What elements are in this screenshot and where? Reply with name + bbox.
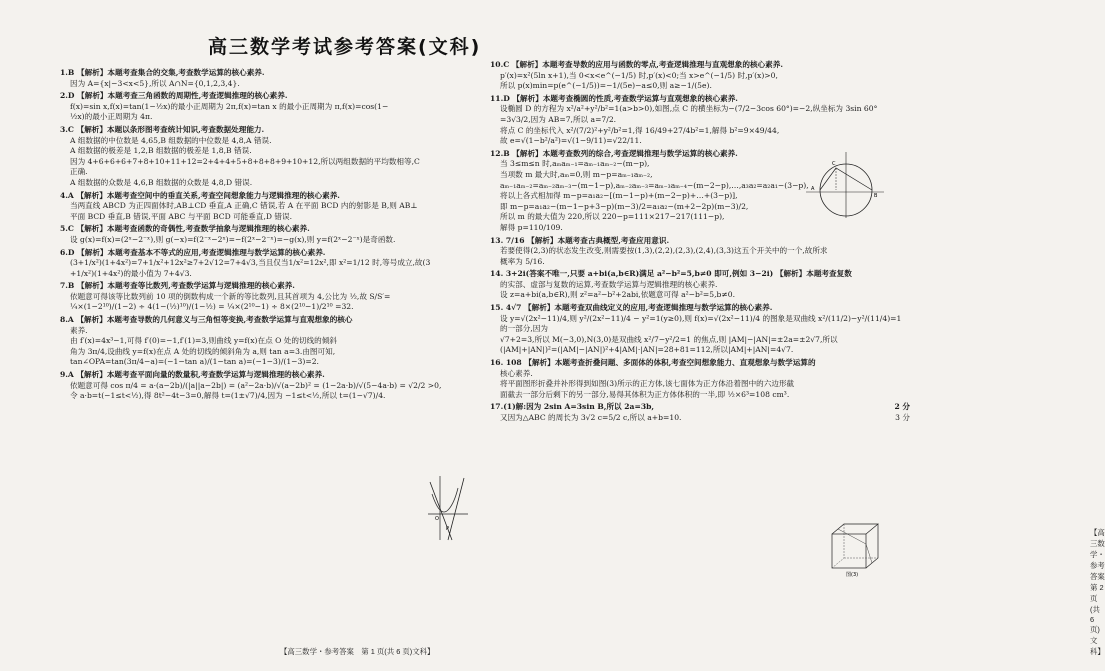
solution-line: 面截去一部分后剩下的另一部分,易得其体积为正方体体积的一半,即 ½×6³=108 cm³. xyxy=(500,389,790,399)
left-answers xyxy=(60,68,470,404)
solution-line: 当两直线 ABCD 为正四面体时,AB⊥CD 垂直,A 正确,C 错误,若 A 在平面 BCD 内的射影是 B,则 AB⊥ xyxy=(70,201,418,211)
page-footer-1: 【高三数学・参考答案 第 1 页(共 6 页)文科】 xyxy=(280,647,435,656)
solution-line: ¼×(1−2¹⁰)/(1−2) ÷ 4(1−(½)¹⁰)/(1−½) = ¼×(2¹⁰−1) ÷ 8×(2¹⁰−1)/2¹⁰ =32. xyxy=(70,302,354,312)
solution-line: 依题意可得该等比数列前 10 项的倒数构成一个新的等比数列,且其首项为 4,公比为 ½,故 S/S′= xyxy=(70,291,391,301)
question-heading: 13. 7/16 【解析】本题考查古典概型,考查应用意识. xyxy=(490,235,670,245)
svg-text:B: B xyxy=(874,193,878,199)
solution-line: 当项数 m 最大时,aₘ=0,则 m−p=aₘ₋₁aₘ₋₂, xyxy=(500,169,653,179)
svg-text:C: C xyxy=(832,161,836,167)
solution-line: 角为 3π/4,设曲线 y=f(x)在点 A 处的切线的倾斜角为 a,则 tan a=3.由图可知, xyxy=(70,346,336,356)
solution-line: 设 z=a+bi(a,b∈R),则 z²=a²−b²+2abi,依题意可得 a²−b²=5,b≠0. xyxy=(500,290,736,300)
solution-line: 核心素养. xyxy=(500,368,533,378)
cube-figure xyxy=(826,520,882,578)
solution-line: aₘ₋₁aₘ₋₂=aₘ₋₂aₘ₋₃−(m−1−p),aₘ₋₂aₘ₋₃=aₘ₋₃aₘ₋₄−(m−2−p),…,a₃a₂=a₂a₁−(3−p), xyxy=(500,180,809,190)
svg-text:A: A xyxy=(811,186,815,192)
question-heading: 7.B 【解析】本题考查等比数列,考查数学运算与逻辑推理的核心素养. xyxy=(60,281,295,291)
left-question-5 xyxy=(60,224,470,245)
solution-line: 素养. xyxy=(70,325,88,335)
question-heading: 9.A 【解析】本题考查平面向量的数量积,考查数学运算与逻辑推理的核心素养. xyxy=(60,370,325,380)
left-column xyxy=(60,0,482,671)
right-column xyxy=(490,0,1105,671)
ellipse-circle-figure xyxy=(806,150,886,220)
svg-text:O: O xyxy=(435,516,439,522)
figure-3-label: 图(3) xyxy=(846,572,859,578)
right-question-4 xyxy=(490,236,910,268)
solution-line: 正确. xyxy=(70,167,88,177)
question-heading: 3.C 【解析】本题以条形图考查统计知识,考查数据处理能力. xyxy=(60,124,265,134)
solution-line: ½x)的最小正周期为 4π. xyxy=(70,112,153,122)
solution-line: 设 g(x)=f(x)=(2ˣ−2⁻ˣ),则 g(−x)=f(2⁻ˣ−2ˣ)=−f(2ˣ−2⁻ˣ)=−g(x),则 y=f(2ˣ−2⁻ˣ)是奇函数. xyxy=(70,234,396,244)
question-heading: 16. 108 【解析】本题考查折叠问题、多面体的体积,考查空间想象能力、直观想象与数学运算的 xyxy=(490,358,816,368)
question-heading: 14. 3+2i(答案不唯一,只要 a+bi(a,b∈R)满足 a²−b²=5,b≠0 即可,例如 3−2i) 【解析】本题考查复数 xyxy=(490,269,852,279)
solution-line: p′(x)=x²(5ln x+1),当 0<x<e^(−1/5) 时,p′(x)<0;当 x>e^(−1/5) 时,p′(x)>0, xyxy=(500,70,778,80)
solution-line: 的实部、虚部与复数的运算,考查数学运算与逻辑推理的核心素养. xyxy=(500,279,718,289)
question-heading: 8.A 【解析】本题考查导数的几何意义与三角恒等变换,考查数学运算与直观想象的核心 xyxy=(60,315,353,325)
solution-line: 即 m−p=a₁a₂−(m−1−p+3−p)(m−3)/2=a₁a₂−(m+2−2p)(m−3)/2, xyxy=(500,201,749,211)
solution-line: +1/x²)(1+4x²)的最小值为 7+4√3. xyxy=(70,268,192,278)
score-mark: 3 分 xyxy=(895,413,910,422)
solution-line: 将点 C 的坐标代入 x²/(7/2)²+y²/b²=1,得 16/49+27/4b²=1,解得 b²=9×49/44, xyxy=(500,125,780,135)
right-answers xyxy=(490,60,910,426)
solution-line: (|AM|+|AN|)²=(|AM|−|AN|)²+4|AM|·|AN|=28+81=112,所以|AM|+|AN|=4√7. xyxy=(500,345,794,355)
solution-line: 因为 A={x|−3<x<5},所以 A∩N={0,1,2,3,4}. xyxy=(70,78,240,88)
question-heading: 15. 4√7 【解析】本题考查双曲线定义的应用,考查逻辑推理与数学运算的核心素养. xyxy=(490,303,773,313)
left-question-6 xyxy=(60,248,470,280)
solution-line: 将平面图形折叠并补形得到如图(3)所示的正方体,该七面体为正方体沿着图中的六边形截 xyxy=(500,379,795,389)
page-title: 高三数学考试参考答案(文科) xyxy=(208,36,482,58)
tangent-figure xyxy=(426,474,470,542)
question-heading: 4.A 【解析】本题考查空间中的垂直关系,考查空间想象能力与逻辑推理的核心素养. xyxy=(60,190,340,200)
solution-line: A 组数据的极差是 1,2,B 组数据的极差是 1,8,B 错误. xyxy=(70,146,252,156)
score-mark: 2 分 xyxy=(894,402,910,412)
left-question-3 xyxy=(60,125,470,189)
right-question-8 xyxy=(490,402,910,423)
right-question-2 xyxy=(490,94,910,147)
solution-line: 平面 BCD 垂直,B 错误,平面 ABC 与平面 BCD 可能垂直,D 错误. xyxy=(70,211,292,221)
left-question-7 xyxy=(60,281,470,313)
question-heading: 6.D 【解析】本题考查基本不等式的应用,考查逻辑推理与数学运算的核心素养. xyxy=(60,247,326,257)
solution-line: 所以 p(x)min=p(e^(−1/5))=−1/(5e)−a≤0,则 a≥−1/(5e). xyxy=(500,81,712,91)
solution-line: tan∠OPA=tan(3π/4−a)=(−1−tan a)/(1−tan a)=(−1−3)/(1−3)=2. xyxy=(70,357,319,367)
solution-line: A 组数据的众数是 4,6,B 组数据的众数是 4,8,D 错误. xyxy=(70,177,253,187)
solution-line: 将以上各式相加得 m−p=a₁a₂−[(m−1−p)+(m−2−p)+…+(3−p)], xyxy=(500,191,738,201)
solution-line: 所以 m 的最大值为 220,所以 220−p=111×217−217(111−p), xyxy=(500,212,725,222)
left-question-1 xyxy=(60,68,470,89)
right-question-5 xyxy=(490,269,910,301)
right-question-6 xyxy=(490,303,910,356)
solution-line: 设椭圆 D 的方程为 x²/a²+y²/b²=1(a>b>0),如图,点 C 的横坐标为−(7/2−3cos 60°)=−2,纵坐标为 3sin 60° xyxy=(500,104,878,114)
question-heading: 2.D 【解析】本题考查三角函数的周期性,考查逻辑推理的核心素养. xyxy=(60,91,288,101)
solution-line: 当 3≤m≤n 时,aₘaₘ₋₁=aₘ₋₁aₘ₋₂−(m−p), xyxy=(500,159,650,169)
question-heading: 11.D 【解析】本题考查椭圆的性质,考查数学运算与直观想象的核心素养. xyxy=(490,93,738,103)
solution-line: 故 e=√(1−b²/a²)=√(1−9/11)=√22/11. xyxy=(500,136,642,146)
svg-text:P: P xyxy=(446,526,450,532)
solution-line: (3+1/x²)(1+4x²)=7+1/x²+12x²≥7+2√12=7+4√3,当且仅当1/x²=12x²,即 x²=1/12 时,等号成立,故(3 xyxy=(70,258,431,268)
question-heading: 5.C 【解析】本题考查函数的奇偶性,考查数学抽象与逻辑推理的核心素养. xyxy=(60,224,310,234)
solution-line: √7+2=3,所以 M(−3,0),N(3,0)是双曲线 x²/7−y²/2=1 的焦点,则 |AM|−|AN|=±2a=±2√7,所以 xyxy=(500,334,838,344)
left-question-4 xyxy=(60,191,470,223)
solution-line: A 组数据的中位数是 4,65,B 组数据的中位数是 4,8,A 错误. xyxy=(70,135,272,145)
solution-line: 依题意可得 cos π/4 = a·(a−2b)/(|a||a−2b|) = (a²−2a·b)/√(a−2b)² = (1−2a·b)/√(5−4a·b) = √2/2 >0, xyxy=(70,380,442,390)
right-question-7 xyxy=(490,358,910,400)
solution-line: 又因为△ABC 的周长为 3√2 c=5/2 c,所以 a+b=10. 3 分 xyxy=(500,413,910,422)
solution-line: f(x)=sin x,f(x)=tan(1−½x)的最小正周期为 2π,f(x)=tan x 的最小正周期为 π,f(x)=cos(1− xyxy=(70,101,389,111)
question-heading: 12.B 【解析】本题考查数列的综合,考查逻辑推理与数学运算的核心素养. xyxy=(490,148,738,158)
left-question-9 xyxy=(60,370,470,402)
solution-line: 若要使得(2,3)的状态发生改变,则需要按(1,3),(2,2),(2,3),(2,4),(3,3)这五个开关中的一个,故所求 xyxy=(500,246,828,256)
left-question-8 xyxy=(60,315,470,368)
solution-line: 概率为 5/16. xyxy=(500,256,545,266)
left-question-2 xyxy=(60,91,470,123)
solution-line: 解得 p=110/109. xyxy=(500,222,563,232)
solution-line: 由 f′(x)=4x³−1,可得 f′(0)=−1,f′(1)=3,则曲线 y=f(x)在点 O 处的切线的倾斜 xyxy=(70,336,337,346)
solution-line: =3√3/2,因为 AB=7,所以 a=7/2. xyxy=(500,114,617,124)
solution-line: 设 y=√(2x²−11)/4,则 y²/(2x²−11)/4 − y²=1(y≥0),则 f(x)=√(2x²−11)/4 的图象是双曲线 x²/(11/2)−y²/(11/4)=1 的一部分,因为 xyxy=(500,313,902,334)
question-heading: 17.(1)解:因为 2sin A=3sin B,所以 2a=3b, 2 分 xyxy=(490,402,910,412)
question-heading: 1.B 【解析】本题考查集合的交集,考查数学运算的核心素养. xyxy=(60,68,265,77)
question-heading: 10.C 【解析】本题考查导数的应用与函数的零点,考查逻辑推理与直观想象的核心素养. xyxy=(490,60,783,69)
solution-line: 因为 4+6+6+6+7+8+10+11+12=2+4+4+5+8+8+8+9+10+12,所以两组数据的平均数相等,C xyxy=(70,156,420,166)
right-question-1 xyxy=(490,60,910,92)
page-footer-2: 【高三数学・参考答案 第 2 页(共 6 页)文科】 xyxy=(1090,528,1105,656)
solution-line: 令 a·b=t(−1≤t<½),得 8t²−4t−3=0,解得 t=(1±√7)/4,因为 −1≤t<½,所以 t=(1−√7)/4. xyxy=(70,391,386,401)
